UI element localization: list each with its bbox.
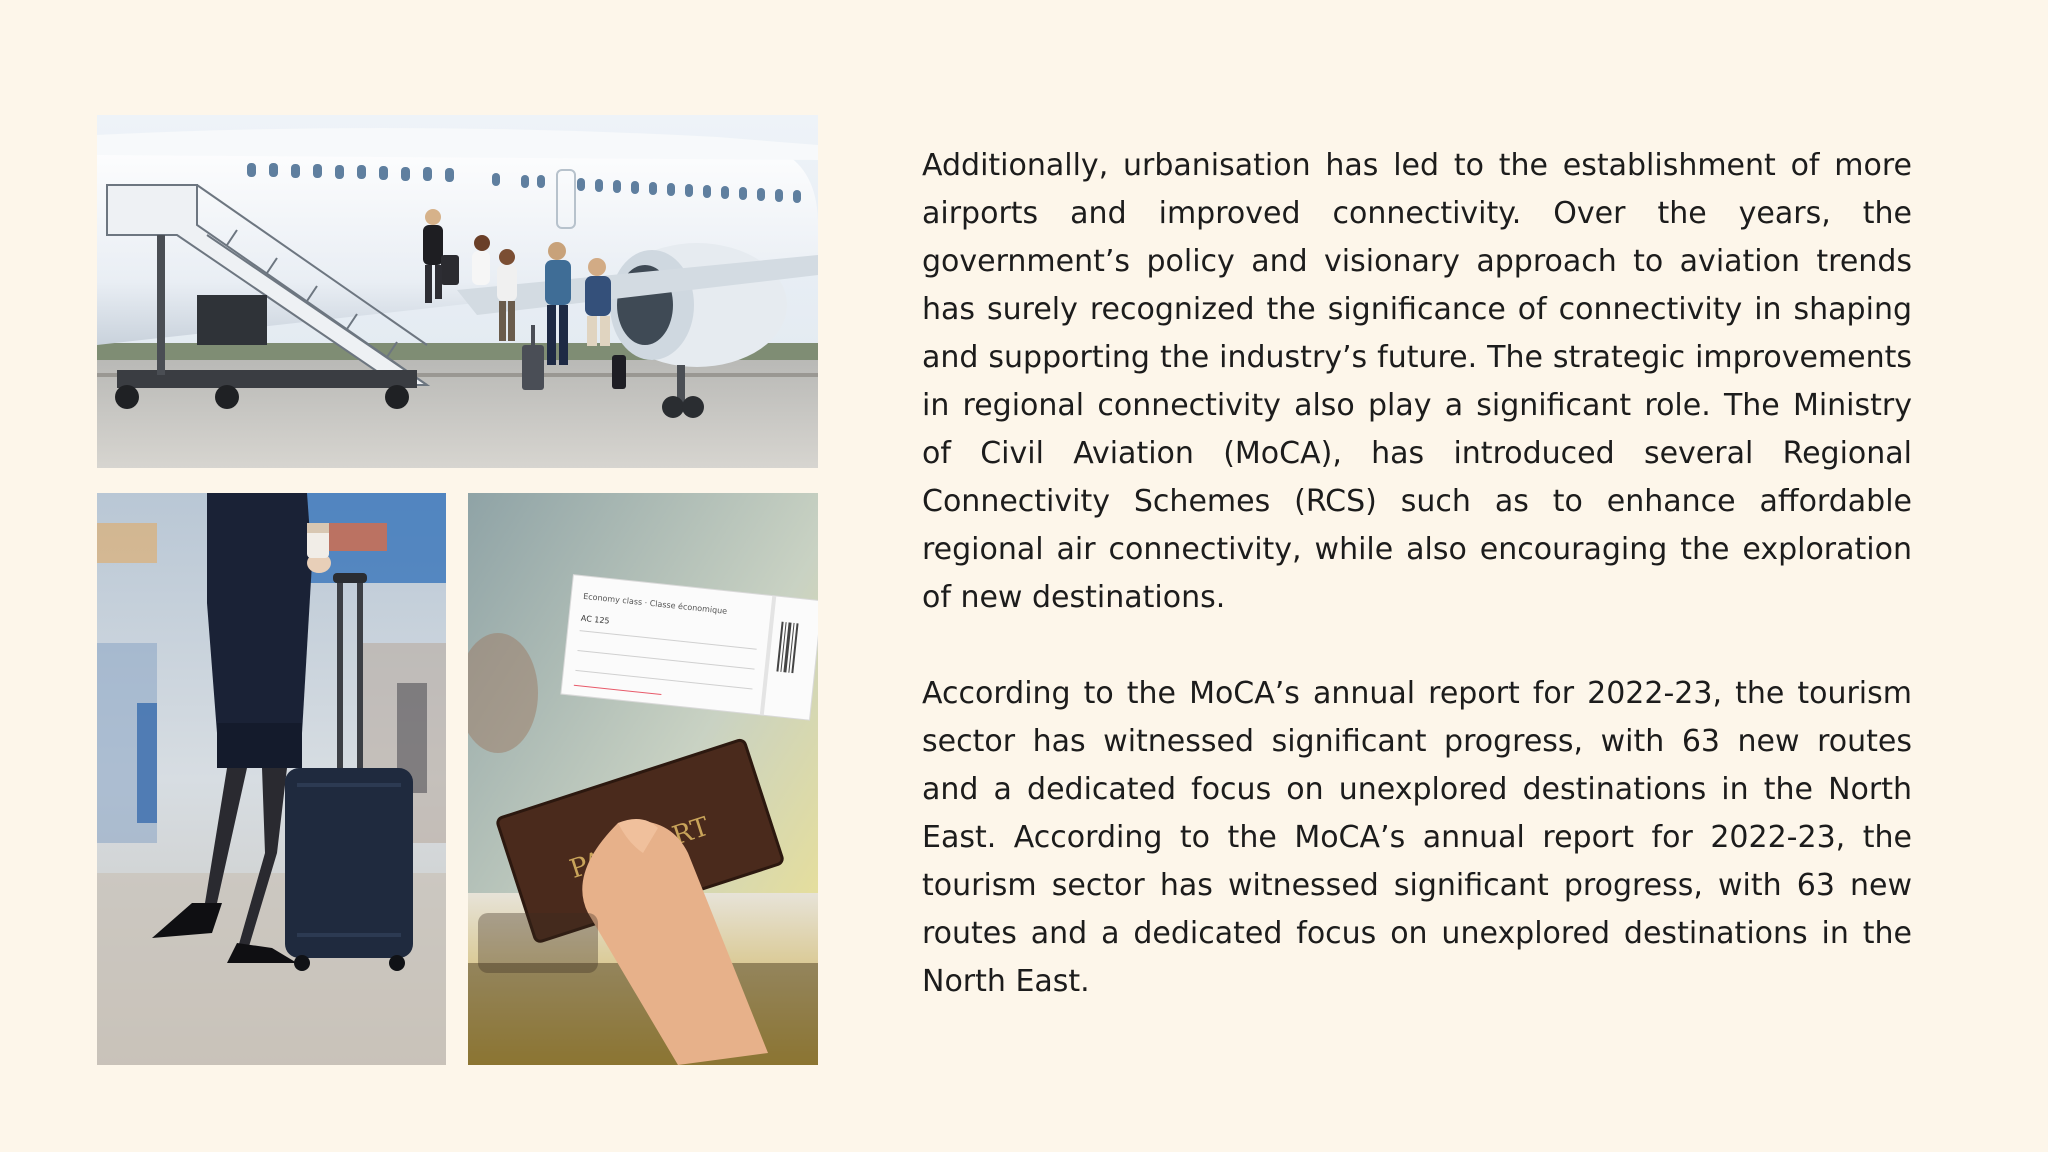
paragraph-moca-report: According to the MoCA’s annual report for 2022-23, the tourism sector has witnessed significant progress, with 63 new routes and a dedicated focus on unexplored destinations in the North East. According to the MoCA’s annual report for 2022-23, the tourism sector has witnessed significant progress, with 63 new routes and a dedicated focus on unexplored destinations in the North East. [922, 676, 1912, 999]
passport-ticket-photo [468, 493, 818, 1065]
body-text-column [922, 142, 1912, 1006]
airplane-boarding-photo [97, 115, 818, 468]
passport-ticket-illustration [468, 493, 818, 1065]
ticket-class-text: Economy class · Classe économique [582, 591, 728, 616]
airplane-boarding-illustration [97, 115, 818, 468]
paragraph-connectivity: Additionally, urbanisation has led to the establishment of more airports and improved connectivity. Over the years, the government’s policy and visionary approach to aviation trends has surely recognized the significance of connectivity in shaping and supporting the industry’s future. The strategic improvements in regional connectivity also play a significant role. The Ministry of Civil Aviation (MoCA), has introduced several Regional Connectivity Schemes (RCS) such as to enhance affordable regional air connectivity, while also encouraging the exploration of new destinations. [922, 148, 1912, 615]
traveler-suitcase-photo [97, 493, 446, 1065]
ticket-flight-text: AC 125 [580, 613, 610, 626]
traveler-suitcase-illustration [97, 493, 446, 1065]
